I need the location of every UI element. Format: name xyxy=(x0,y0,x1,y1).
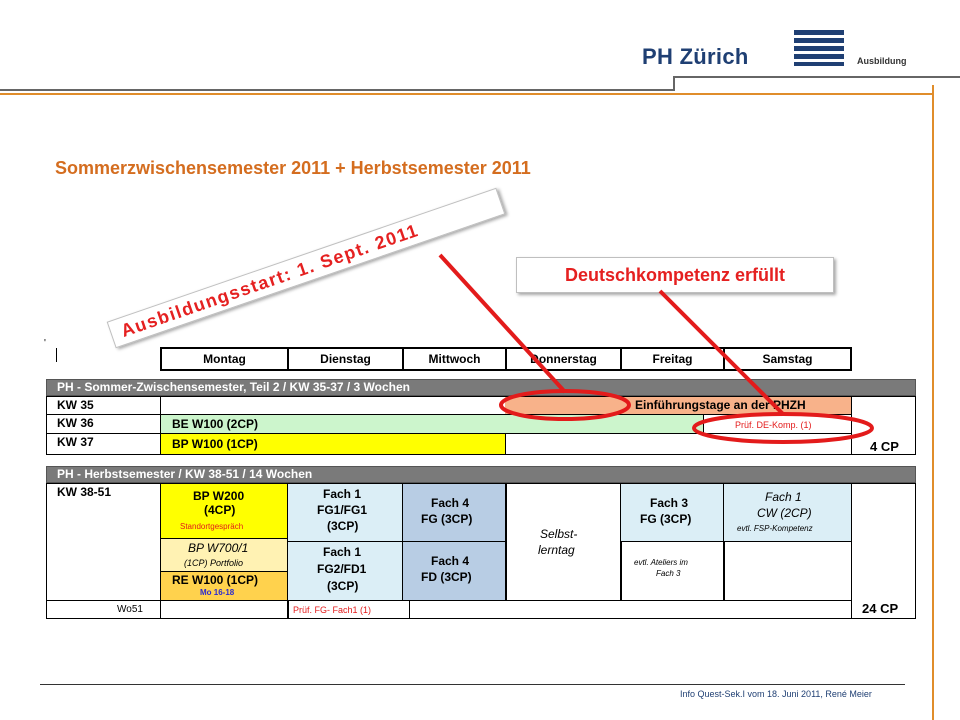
fach3-label: Fach 3 xyxy=(650,496,689,510)
day-monday: Montag xyxy=(160,347,289,371)
fach1-a3: (3CP) xyxy=(327,519,359,533)
fach1-a: Fach 1 xyxy=(323,487,362,501)
wo51-label: Wo51 xyxy=(117,604,143,615)
summer-semester-bar: PH - Sommer-Zwischensemester, Teil 2 / KW 35-37 / 3 Wochen xyxy=(46,379,916,396)
fach4-b: Fach 4 xyxy=(431,554,470,568)
brand-name: PH Zürich xyxy=(642,44,749,69)
kw37-label: KW 37 xyxy=(46,433,161,455)
kw3851-label: KW 38-51 xyxy=(46,483,161,601)
fach1-a2: FG1/FG1 xyxy=(317,503,368,517)
day-tuesday: Dienstag xyxy=(287,347,404,371)
stray-mark: ' xyxy=(44,338,46,349)
ateliers-2: Fach 3 xyxy=(656,569,681,578)
fach3-label2: FG (3CP) xyxy=(640,512,692,526)
mo-time: Mo 16-18 xyxy=(200,588,235,597)
highlight-ellipse-pruef-de xyxy=(694,414,872,442)
selbst-2: lerntag xyxy=(538,543,575,557)
day-wednesday: Mittwoch xyxy=(402,347,507,371)
day-thursday: Donnerstag xyxy=(505,347,622,371)
pruef-fg-label: Prüf. FG- Fach1 (1) xyxy=(293,605,372,615)
portfolio-label: (1CP) Portfolio xyxy=(184,558,244,568)
bp-w200-label: BP W200 xyxy=(193,489,245,503)
fach1-b2: FG2/FD1 xyxy=(317,562,367,576)
bp-w700-label: BP W700/1 xyxy=(188,541,249,555)
ateliers-1: evtl. Ateliers im xyxy=(634,558,688,567)
fach4-a: Fach 4 xyxy=(431,496,470,510)
connector-deutsch xyxy=(660,291,783,414)
connector-start xyxy=(440,255,565,392)
fach1-cw2: CW (2CP) xyxy=(757,506,812,520)
selbst-1: Selbst- xyxy=(540,527,578,541)
day-saturday: Samstag xyxy=(723,347,852,371)
bp-w100-label: BP W100 (1CP) xyxy=(172,437,258,451)
pruef-de-label: Prüf. DE-Komp. (1) xyxy=(735,420,812,430)
fach4-a2: FG (3CP) xyxy=(421,512,473,526)
fach1-b3: (3CP) xyxy=(327,579,359,593)
fach1-cw: Fach 1 xyxy=(765,490,802,504)
footer-divider xyxy=(40,684,905,685)
fach4-b2: FD (3CP) xyxy=(421,570,472,584)
standortgespraech: Standortgespräch xyxy=(180,522,244,531)
be-w100-label: BE W100 (2CP) xyxy=(172,417,259,431)
brand-subtitle: Ausbildung xyxy=(857,56,907,66)
autumn-semester-bar: PH - Herbstsemester / KW 38-51 / 14 Wochen xyxy=(46,466,916,483)
highlight-ellipse-einfuehrung xyxy=(501,391,629,419)
fach1-b: Fach 1 xyxy=(323,545,362,559)
callout-deutschkompetenz: Deutschkompetenz erfüllt xyxy=(516,257,834,293)
autumn-cp: 24 CP xyxy=(862,601,899,616)
einfuehrungstage-label: Einführungstage an der PHZH xyxy=(635,398,806,412)
kw35-label: KW 35 xyxy=(46,396,161,415)
day-friday: Freitag xyxy=(620,347,725,371)
slide-title: Sommerzwischensemester 2011 + Herbstsemester 2011 xyxy=(55,158,531,178)
footer-text: Info Quest-Sek.I vom 18. Juni 2011, René Meier xyxy=(680,689,872,699)
callout-ausbildungsstart: Ausbildungsstart: 1. Sept. 2011 xyxy=(107,188,506,349)
fsp-kompetenz: evtl. FSP-Kompetenz xyxy=(737,524,813,533)
re-w100-label: RE W100 (1CP) xyxy=(172,573,259,587)
kw36-label: KW 36 xyxy=(46,414,161,434)
bp-w200-cp: (4CP) xyxy=(204,503,236,517)
summer-cp: 4 CP xyxy=(870,439,899,454)
